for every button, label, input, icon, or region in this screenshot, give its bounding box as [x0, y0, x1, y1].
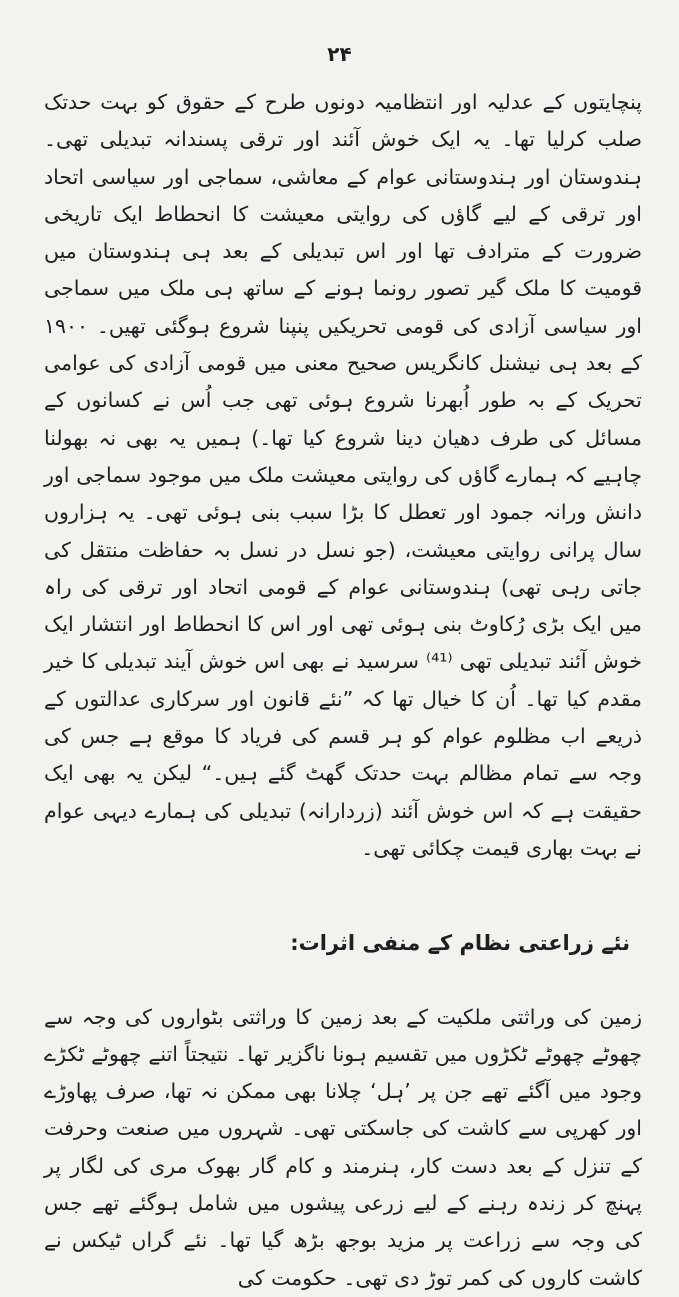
section-paragraph: زمین کی وراثتی ملکیت کے بعد زمین کا وراثتی بٹواروں کی وجہ سے چھوٹے چھوٹے ٹکڑوں میں تقسیم ہونا ناگزیر تھا۔ نتیجتاً اتنے چھوٹے ٹکڑے وجود میں آگئے تھے جن پر ’ہل‘ چلانا بھی ممکن نہ تھا، صرف پھاوڑے اور کھرپی سے کاشت کی جاسکتی تھی۔ شہروں میں صنعت وحرفت کے تنزل کے بعد دست کار، ہنرمند و کام گار بھوک مری کی لگار پر پہنچ کر زندہ رہنے کے لیے زرعی پیشوں میں شامل ہوگئے تھے جس کی وجہ سے زراعت پر مزید بوجھ بڑھ گیا تھا۔ نئے گراں ٹیکس نے کاشت کاروں کی کمر توڑ دی تھی۔ حکومت کی — [44, 1004, 642, 1290]
body-paragraph: پنچایتوں کے عدلیہ اور انتظامیہ دونوں طرح کے حقوق کو بہت حدتک صلب کرلیا تھا۔ یہ ایک خوش آئند اور ترقی پسندانہ تبدیلی تھی۔ ہندوستان اور ہندوستانی عوام کے معاشی، سماجی اور سیاسی اتحاد اور ترقی کے لیے گاؤں کی روایتی معیشت کا انحطاط ایک تاریخی ضرورت کے مترادف تھا اور اس تبدیلی کے بعد ہی ہندوستان میں قومیت کا ملک گیر تصور رونما ہونے کے ساتھ ہی ملک میں سماجی اور سیاسی آزادی کی قومی تحریکیں پنپنا شروع ہوگئی تھیں۔ ۱۹۰۰ کے بعد ہی نیشنل کانگریس صحیح معنی میں قومی آزادی کی عوامی تحریک کے بہ طور اُبھرنا شروع ہوئی تھی جب اُس نے کسانوں کے مسائل کی طرف دھیان دینا شروع کیا تھا۔) ہمیں یہ بھی نہ بھولنا چاہیے کہ ہمارے گاؤں کی روایتی معیشت ملک میں موجود سماجی اور دانش ورانہ جمود اور تعطل کا بڑا سبب بنی ہوئی تھی۔ یہ ہزاروں سال پرانی روایتی معیشت، (جو نسل در نسل بہ حفاظت منتقل کی جاتی رہی تھی) ہندوستانی عوام کے قومی اتحاد اور ترقی کی راہ میں ایک بڑی رُکاوٹ بنی ہوئی تھی اور اس کا انحطاط اور انتشار ایک خوش آئند تبدیلی تھی ⁽⁴¹⁾ سرسید نے بھی اس خوش آیند تبدیلی کا خیر مقدم کیا تھا۔ اُن کا خیال تھا کہ ”نئے قانون اور سرکاری عدالتوں کے ذریعے اب مظلوم عوام کو ہر قسم کی فریاد کا موقع ہے جس کی وجہ سے تمام مظالم بہت حدتک گھٹ گئے ہیں۔“ لیکن یہ بھی ایک حقیقت ہے کہ اس خوش آئند (زردارانہ) تبدیلی کی ہمارے دیہی عوام نے بہت بھاری قیمت چکائی تھی۔ — [44, 90, 643, 860]
page-body — [44, 84, 642, 1297]
page-number: ۲۴ — [327, 42, 352, 66]
section-heading: نئے زراعتی نظام کے منفی اثرات: — [290, 931, 630, 956]
